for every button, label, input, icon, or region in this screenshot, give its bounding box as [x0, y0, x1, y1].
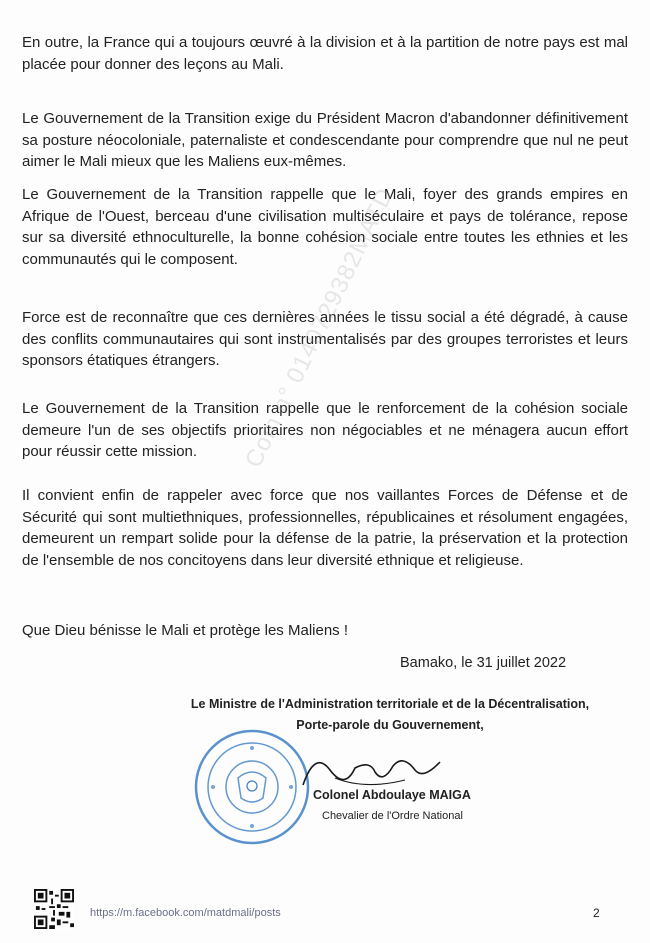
paragraph-france: En outre, la France qui a toujours œuvré à la division et à la partition de notre pays est mal placée pour donner des leçons au Mali. — [22, 34, 628, 73]
paragraph-diversity: Le Gouvernement de la Transition rappelle que le Mali, foyer des grands empires en Afrique de l'Ouest, berceau d'une civilisation multiséculaire et pays de tolérance, repose sur sa diversité ethnoculturelle, la bonne cohésion sociale entre toutes les ethnies et les communautés qui le composent. — [22, 186, 628, 268]
signer-distinction: Chevalier de l'Ordre National — [322, 810, 463, 822]
signer-name: Colonel Abdoulaye MAIGA — [313, 788, 471, 802]
paragraph-forces: Il convient enfin de rappeler avec force que nos vaillantes Forces de Défense et de Sécurité qui sont multiethniques, professionnelles, républicaines et résolument engagées, demeurent un rempart solide pour la défense de la patrie, la préservation et la protection de l'ensemble de nos concitoyens dans leur diversité ethnique et religieuse. — [22, 487, 628, 569]
page-number: 2 — [593, 906, 600, 920]
official-stamp-icon — [193, 728, 311, 846]
qr-code-icon — [34, 889, 74, 929]
watermark-text: Com n° 0140729382MATD — [240, 183, 400, 472]
paragraph-macron: Le Gouvernement de la Transition exige du Président Macron d'abandonner définitivement sa posture néocoloniale, paternaliste et condescendante pour comprendre que nul ne peut aimer le Mali mieux que les Maliens eux-mêmes. — [22, 110, 628, 170]
paragraph-social-fabric: Force est de reconnaître que ces dernières années le tissu social a été dégradé, à cause des conflits communautaires qui sont instrumentalisés par des groupes terroristes et leurs sponsors étatiques étrangers. — [22, 309, 628, 369]
footer-url-link[interactable]: https://m.facebook.com/matdmali/posts — [90, 907, 281, 919]
date-line: Bamako, le 31 juillet 2022 — [400, 655, 567, 671]
minister-title-line1: Le Ministre de l'Administration territoriale et de la Décentralisation, — [190, 697, 590, 711]
paragraph-blessing: Que Dieu bénisse le Mali et protège les Maliens ! — [22, 622, 349, 639]
minister-title-line2: Porte-parole du Gouvernement, — [296, 718, 484, 732]
paragraph-cohesion: Le Gouvernement de la Transition rappelle que le renforcement de la cohésion sociale demeure l'un de ses objectifs prioritaires non négociables et ne ménagera aucun effort pour réussir cette mission. — [22, 400, 628, 460]
